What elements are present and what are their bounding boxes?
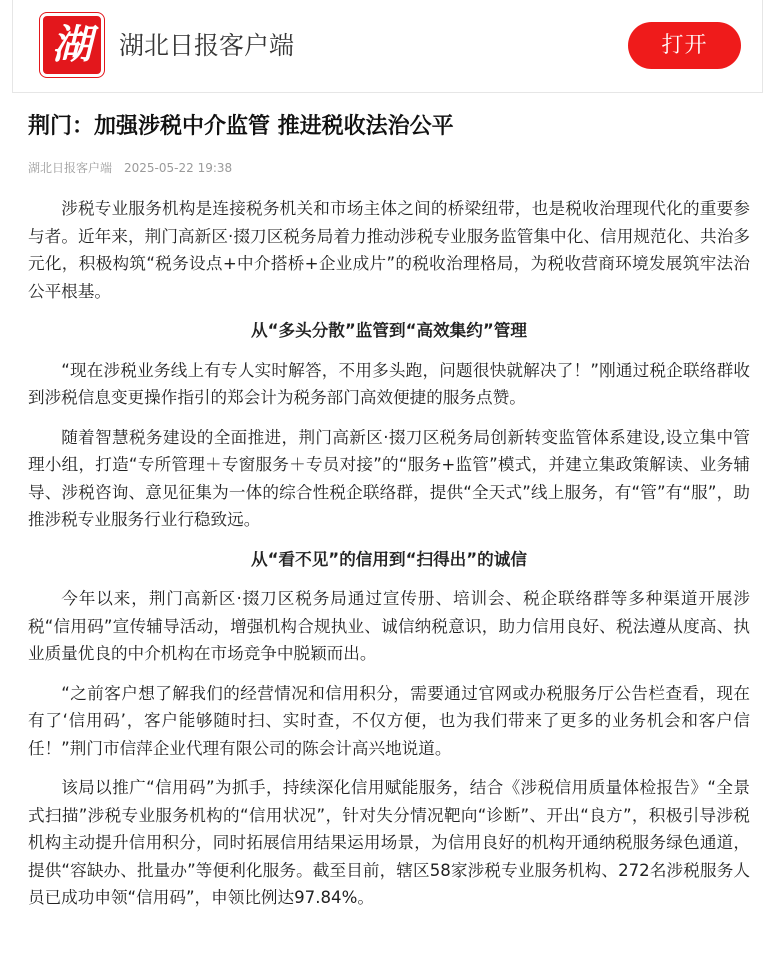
article-paragraph: 随着智慧税务建设的全面推进，荆门高新区·掇刀区税务局创新转变监管体系建设,设立集中管理小组，打造“专所管理＋专窗服务＋专员对接”的“服务+监管”模式，并建立集政策解读、业务辅导、涉税咨询、意见征集为一体的综合性税企联络群，提供“全天式”线上服务，有“管”有“服”，助推涉税专业服务行业行稳致远。 xyxy=(28,427,751,529)
article-paragraph: 今年以来，荆门高新区·掇刀区税务局通过宣传册、培训会、税企联络群等多种渠道开展涉税“信用码”宣传辅导活动，增强机构合规执业、诚信纳税意识，助力信用良好、税法遵从度高、执业质量优良的中介机构在市场竞争中脱颖而出。 xyxy=(28,589,750,663)
article-body xyxy=(28,195,750,924)
article-paragraph: “现在涉税业务线上有专人实时解答，不用多头跑，问题很快就解决了！”刚通过税企联络群收到涉税信息变更操作指引的郑会计为税务部门高效便捷的服务点赞。 xyxy=(28,360,750,407)
app-name: 湖北日报客户端 xyxy=(119,31,295,60)
app-logo xyxy=(40,13,104,77)
app-logo-glyph: 湖 xyxy=(52,21,92,68)
open-app-button[interactable]: 打开 xyxy=(628,22,741,69)
app-download-banner xyxy=(12,0,763,93)
article-paragraph: 该局以推广“信用码”为抓手，持续深化信用赋能服务，结合《涉税信用质量体检报告》“全景式扫描”涉税专业服务机构的“信用状况”，针对失分情况靶向“诊断”、开出“良方”，积极引导涉税机构主动提升信用积分，同时拓展信用结果运用场景，为信用良好的机构开通纳税服务绿色通道，提供“容缺办、批量办”等便利化服务。截至目前，辖区58家涉税专业服务机构、272名涉税服务人员已成功申领“信用码”，申领比例达97.84%。 xyxy=(28,778,750,907)
article-paragraph: “之前客户想了解我们的经营情况和信用积分，需要通过官网或办税服务厅公告栏查看，现在有了‘信用码’，客户能够随时扫、实时查，不仅方便，也为我们带来了更多的业务机会和客户信任！”荆门市信萍企业代理有限公司的陈会计高兴地说道。 xyxy=(28,683,750,758)
article-subheading: 从“看不见”的信用到“扫得出”的诚信 xyxy=(251,549,527,569)
article-source: 湖北日报客户端 xyxy=(28,161,113,175)
article-date: 2025-05-22 19:38 xyxy=(124,161,233,175)
article-title: 荆门：加强涉税中介监管 推进税收法治公平 xyxy=(28,114,454,139)
article-meta xyxy=(28,159,232,177)
article-paragraph: 涉税专业服务机构是连接税务机关和市场主体之间的桥梁纽带，也是税收治理现代化的重要参与者。近年来，荆门高新区·掇刀区税务局着力推动涉税专业服务监管集中化、信用规范化、共治多元化，积极构筑“税务设点+中介搭桥+企业成片”的税收治理格局，为税收营商环境发展筑牢法治公平根基。 xyxy=(28,199,750,301)
article-subheading: 从“多头分散”监管到“高效集约”管理 xyxy=(251,321,527,340)
